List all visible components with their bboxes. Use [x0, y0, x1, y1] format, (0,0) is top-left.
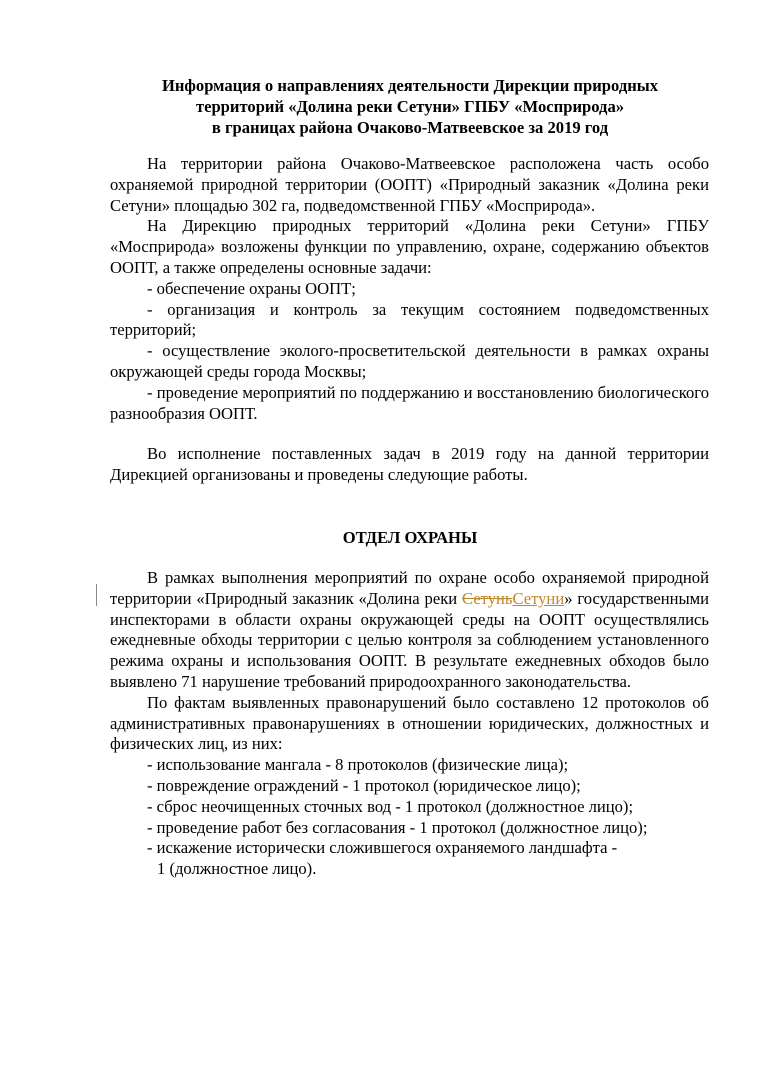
security-paragraph-1-end: » государственными инспекторами в области охраны окружающей среды на ООПТ осуществлялись ежедневные обходы территории с целью контроля за соблюдением установленного режима охраны и использования ООПТ. В результате ежедневных обходов было выявлено 71 нарушение требований природоохранного законодательства. [110, 588, 710, 691]
violation-item: - повреждение ограждений - 1 протокол (юридическое лицо); [147, 775, 581, 795]
task-item: - организация и контроль за текущим состоянием подведомственных территорий; [110, 299, 709, 340]
title-line-1: Информация о направлениях деятельности Дирекции природных [161, 76, 659, 95]
tracked-deletion[interactable]: Сетунь [462, 588, 513, 608]
task-item: - проведение мероприятий по поддержанию и восстановлению биологического разнообразия ООПТ. [110, 382, 709, 423]
intro-conclusion [110, 444, 709, 486]
violation-item: - сброс неочищенных сточных вод - 1 протокол (должностное лицо); [147, 796, 634, 816]
security-paragraph-1-start: В рамках выполнения мероприятий по охране особо охраняемой природной территории «Природный заказник «Долина реки [110, 568, 709, 608]
document-title [110, 76, 710, 138]
title-line-3: в границах района Очаково-Матвеевское за 2019 год [211, 117, 609, 137]
violation-item [110, 838, 709, 880]
title-line-2: территорий «Долина реки Сетуни» ГПБУ «Мосприрода» [195, 96, 625, 116]
section-title: ОТДЕЛ ОХРАНЫ [342, 528, 478, 547]
task-item: - обеспечение охраны ООПТ; [147, 278, 356, 298]
violation-item: - использование мангала - 8 протоколов (физические лица); [147, 755, 569, 775]
security-paragraph-2: По фактам выявленных правонарушений было составлено 12 протоколов об административных правонарушениях в отношении юридических, должностных и физических лиц, из них: [110, 692, 709, 754]
intro-section [110, 154, 709, 424]
violation-item-line: - искажение исторически сложившегося охраняемого ландшафта - [147, 838, 618, 858]
violation-item: - проведение работ без согласования - 1 протокол (должностное лицо); [147, 817, 648, 837]
task-item: - осуществление эколого-просветительской деятельности в рамках охраны окружающей среды города Москвы; [110, 341, 709, 381]
security-paragraph-1 [110, 568, 709, 693]
security-section [110, 568, 709, 880]
intro-paragraph-2: На Дирекцию природных территорий «Долина реки Сетуни» ГПБУ «Мосприрода» возложены функции по управлению, охране, содержанию объектов ООПТ, а также определены основные задачи: [110, 216, 709, 277]
intro-paragraph-1: На территории района Очаково-Матвеевское расположена часть особо охраняемой природной территории (ООПТ) «Природный заказник «Долина реки Сетуни» площадью 302 га, подведомственной ГПБУ «Мосприрода». [110, 154, 709, 215]
tracked-insertion[interactable]: Сетуни [512, 588, 565, 608]
violation-item-continuation: 1 (должностное лицо). [157, 859, 317, 879]
change-bar [96, 584, 97, 606]
intro-paragraph-3: Во исполнение поставленных задач в 2019 году на данной территории Дирекцией организованы и проведены следующие работы. [110, 444, 709, 484]
